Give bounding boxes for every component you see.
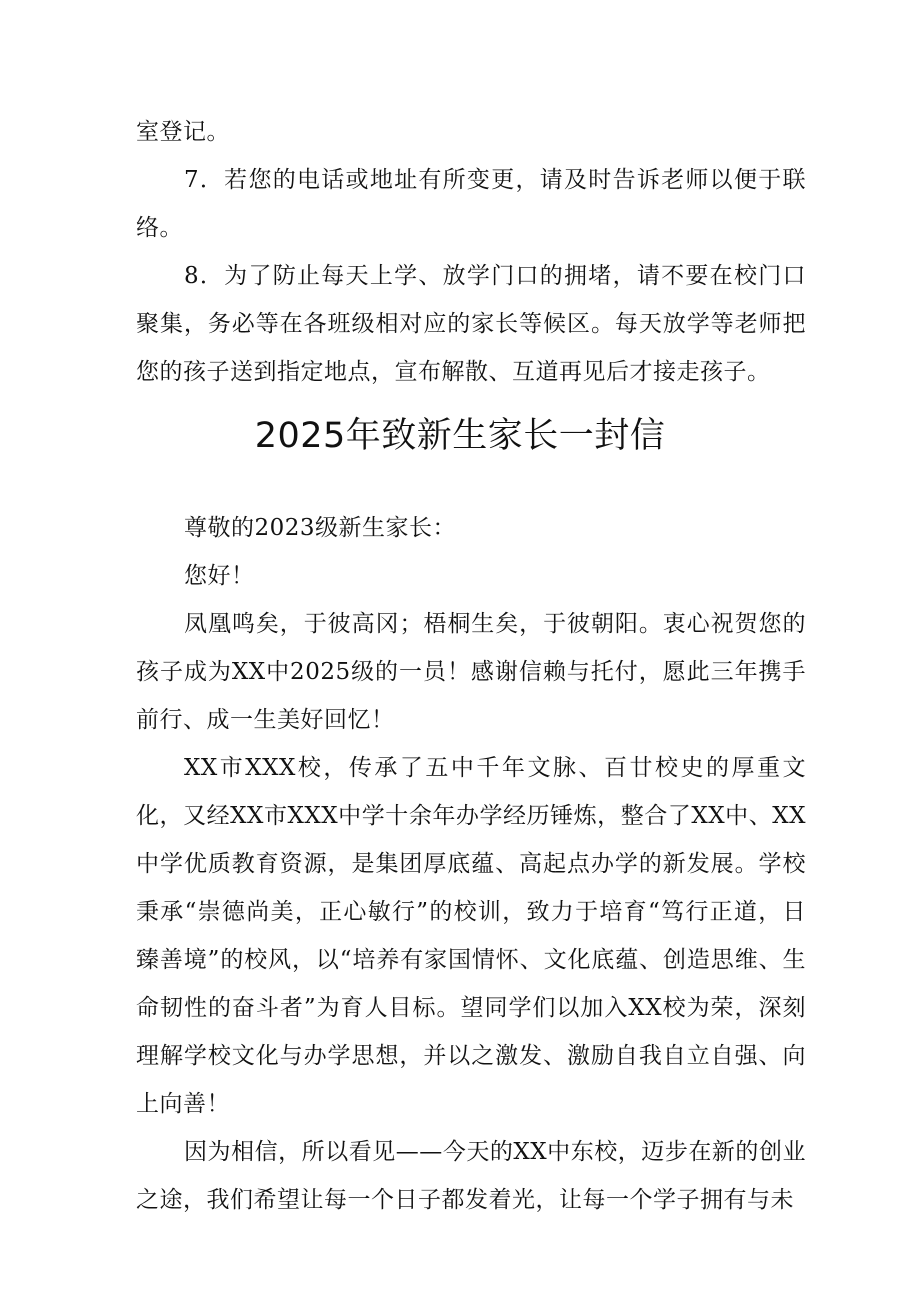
- notice-item-7: 7．若您的电话或地址有所变更，请及时告诉老师以便于联络。: [136, 167, 806, 241]
- letter-paragraph-3: 因为相信，所以看见——今天的XX中东校，迈步在新的创业之途，我们希望让每一个日子都发着光，让每一个学子拥有与未: [136, 1139, 806, 1213]
- letter-salutation: 尊敬的2023级新生家长：: [184, 515, 457, 541]
- letter-title: 2025年致新生家长一封信: [254, 416, 666, 456]
- letter-paragraph-1: 凤凰鸣矣，于彼高冈；梧桐生矣，于彼朝阳。衷心祝贺您的孩子成为XX中2025级的一员！感谢信赖与托付，愿此三年携手前行、成一生美好回忆！: [136, 611, 806, 733]
- continuation-line: 室登记。: [136, 119, 230, 145]
- previous-section: [136, 108, 806, 396]
- letter-greeting: 您好！: [184, 563, 255, 589]
- letter-body: [136, 504, 806, 1224]
- letter-paragraph-2: XX市XXX校，传承了五中千年文脉、百廿校史的厚重文化，又经XX市XXX中学十余年办学经历锤炼，整合了XX中、XX中学优质教育资源，是集团厚底蕴、高起点办学的新发展。学校秉承“崇德尚美，正心敏行”的校训，致力于培育“笃行正道，日臻善境”的校风，以“培养有家国情怀、文化底蕴、创造思维、生命韧性的奋斗者”为育人目标。望同学们以加入XX校为荣，深刻理解学校文化与办学思想，并以之激发、激励自我自立自强、向上向善！: [136, 755, 806, 1117]
- notice-item-8: 8．为了防止每天上学、放学门口的拥堵，请不要在校门口聚集，务必等在各班级相对应的家长等候区。每天放学等老师把您的孩子送到指定地点，宣布解散、互道再见后才接走孩子。: [136, 263, 806, 385]
